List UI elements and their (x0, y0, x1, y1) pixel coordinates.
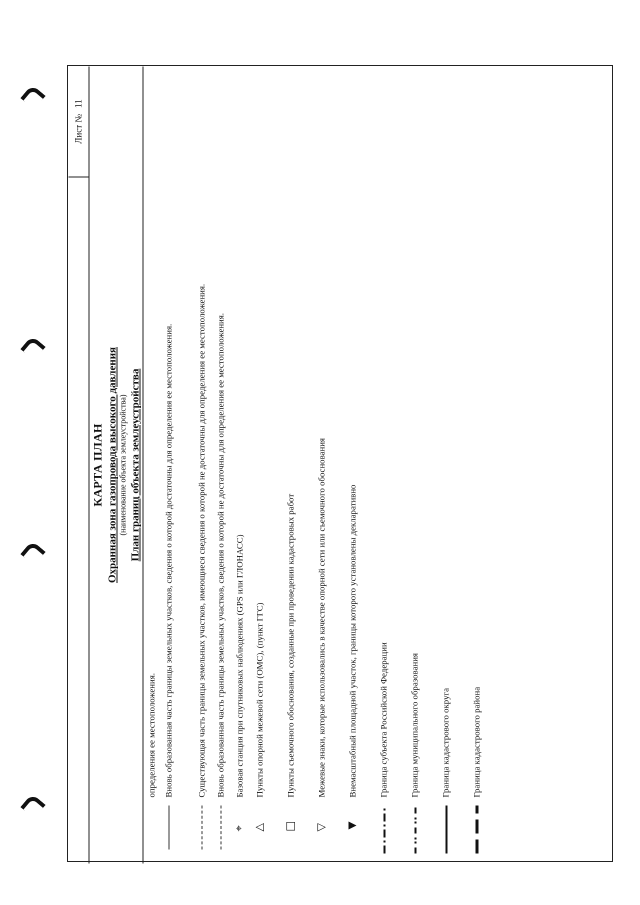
legend-row (409, 66, 420, 863)
legend-text: Существующая часть границы земельных участков, имеющиеся сведения о которой не достаточны для определения ее местоположения. (196, 283, 206, 797)
legend-symbol-thick-line (440, 797, 451, 863)
legend-text: Граница кадастрового округа (440, 687, 450, 797)
legend-symbol-dashed-line (196, 797, 207, 863)
binder-hole-mark (20, 335, 45, 360)
legend-text: Межевые знаки, которые использовались в качестве опорной сети или съемочного обоснования (316, 437, 326, 797)
legend-text: Граница субъекта Российской Федерации (378, 641, 388, 797)
legend-text: Пункты съемочного обоснования, созданные при проведении кадастровых работ (285, 493, 295, 797)
legend-symbol-square: □ (283, 820, 296, 831)
binder-hole-mark (20, 540, 45, 565)
legend (146, 66, 482, 863)
binder-hole-mark (20, 84, 45, 109)
legend-text: Внемасштабный площадной участок, границы которого установлены декларативно (347, 484, 357, 797)
object-name: Охранная зона газопровода высокого давления (106, 346, 118, 583)
sheet-number-box (68, 66, 89, 177)
plan-title: План границ объекта землеустройства (129, 368, 141, 561)
legend-row (347, 66, 358, 863)
object-name-hint: (наименование объекта землеустройства) (118, 394, 127, 535)
legend-row (440, 66, 451, 863)
legend-text: Пункты опорной межевой сети (ОМС), (пункт ГГС) (254, 602, 264, 797)
legend-symbol-dash-dot-line (378, 797, 389, 863)
legend-text: Граница кадастрового района (471, 686, 481, 797)
legend-row (378, 66, 389, 863)
legend-row (196, 66, 207, 863)
legend-row (215, 66, 226, 863)
legend-row (163, 66, 174, 863)
legend-text: Базовая станция при спутниковых наблюдениях (GPS или ГЛОНАСС) (234, 533, 244, 797)
legend-divider (142, 66, 143, 863)
legend-symbol-solid-line (163, 797, 174, 863)
legend-row (234, 66, 245, 863)
legend-symbol-dashed-line (215, 797, 226, 863)
document-title: КАРТА ПЛАН (90, 422, 104, 507)
legend-symbol-empty (146, 797, 157, 863)
sheet-number: 11 (73, 98, 83, 108)
legend-text: определения ее местоположения. (146, 672, 156, 797)
legend-text: Граница муниципального образования (409, 652, 419, 797)
legend-symbol-long-dash-line (471, 797, 482, 863)
binder-hole-mark (20, 793, 45, 818)
legend-row (471, 66, 482, 863)
legend-symbol-dash-dot2-line (409, 797, 420, 863)
legend-text: Вновь образованная часть границы земельных участков, сведения о которой достаточны для определения ее местоположения. (163, 323, 173, 797)
legend-symbol-filled-triangle (347, 797, 358, 863)
legend-symbol-triangle-down: ▽ (314, 822, 327, 831)
legend-symbol-triangle: △ (252, 822, 265, 831)
header-divider (88, 66, 89, 863)
title-block (90, 66, 141, 863)
legend-row (316, 66, 327, 863)
legend-row (254, 66, 265, 863)
legend-row (285, 66, 296, 863)
legend-text: Вновь образованная часть границы земельных участков, сведения о которой не достаточны для определения ее местоположения. (215, 312, 225, 797)
legend-symbol-crosshair: ⌖ (232, 824, 245, 831)
rotated-sheet-content (68, 66, 614, 863)
legend-row (146, 66, 157, 863)
map-sheet-frame (67, 65, 613, 862)
sheet-number-label: Лист № (73, 113, 83, 144)
